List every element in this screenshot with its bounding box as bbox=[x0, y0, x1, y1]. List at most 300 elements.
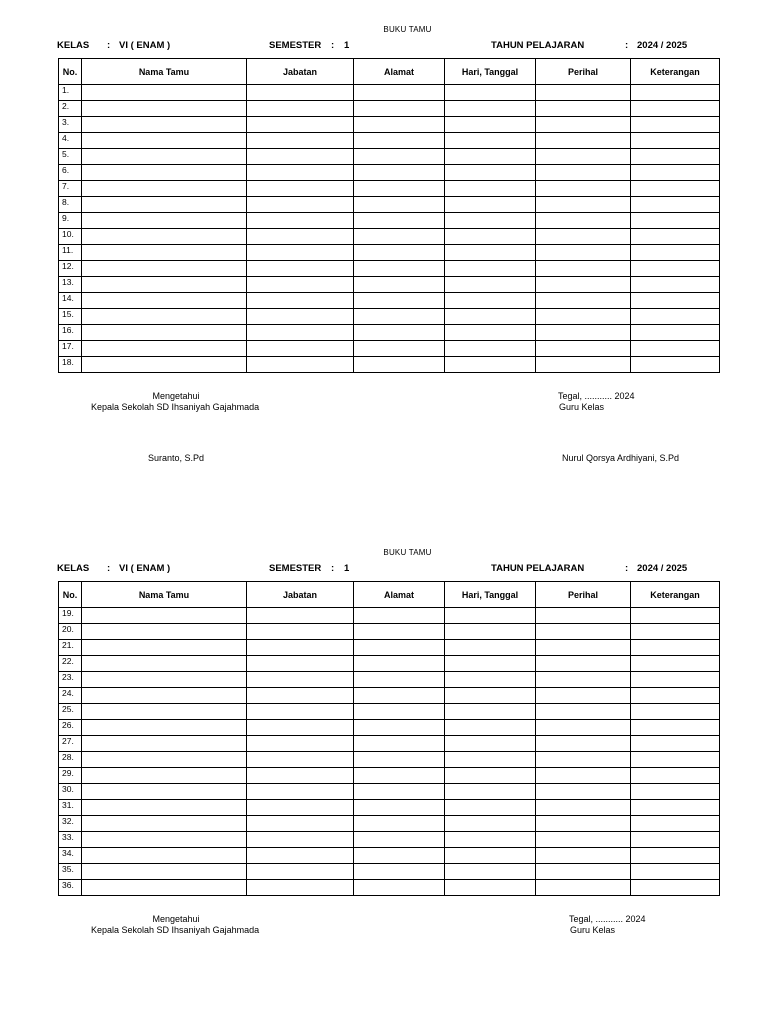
nama-tamu-cell[interactable] bbox=[82, 752, 247, 768]
alamat-cell[interactable] bbox=[354, 117, 445, 133]
table-row bbox=[59, 656, 720, 672]
keterangan-cell[interactable] bbox=[631, 117, 720, 133]
row-number: 12. bbox=[59, 261, 82, 277]
alamat-cell[interactable] bbox=[354, 736, 445, 752]
hari-tanggal-cell[interactable] bbox=[445, 640, 536, 656]
nama-tamu-cell[interactable] bbox=[82, 229, 247, 245]
nama-tamu-cell[interactable] bbox=[82, 832, 247, 848]
hari-tanggal-cell[interactable] bbox=[445, 85, 536, 101]
hari-tanggal-cell[interactable] bbox=[445, 784, 536, 800]
row-number: 3. bbox=[59, 117, 82, 133]
nama-tamu-cell[interactable] bbox=[82, 325, 247, 341]
column-header-alamat: Alamat bbox=[354, 582, 445, 608]
jabatan-cell[interactable] bbox=[247, 325, 354, 341]
keterangan-cell[interactable] bbox=[631, 624, 720, 640]
jabatan-cell[interactable] bbox=[247, 640, 354, 656]
perihal-cell[interactable] bbox=[536, 325, 631, 341]
perihal-cell[interactable] bbox=[536, 309, 631, 325]
hari-tanggal-cell[interactable] bbox=[445, 624, 536, 640]
nama-tamu-cell[interactable] bbox=[82, 133, 247, 149]
semester-value: 1 bbox=[344, 40, 350, 51]
table-row bbox=[59, 261, 720, 277]
jabatan-cell[interactable] bbox=[247, 800, 354, 816]
column-header-nama-tamu: Nama Tamu bbox=[82, 582, 247, 608]
alamat-cell[interactable] bbox=[354, 672, 445, 688]
table-row bbox=[59, 341, 720, 357]
table-row bbox=[59, 181, 720, 197]
row-number: 15. bbox=[59, 309, 82, 325]
perihal-cell[interactable] bbox=[536, 720, 631, 736]
nama-tamu-cell[interactable] bbox=[82, 800, 247, 816]
table-row bbox=[59, 640, 720, 656]
perihal-cell[interactable] bbox=[536, 357, 631, 373]
perihal-cell[interactable] bbox=[536, 624, 631, 640]
jabatan-cell[interactable] bbox=[247, 832, 354, 848]
alamat-cell[interactable] bbox=[354, 768, 445, 784]
hari-tanggal-cell[interactable] bbox=[445, 309, 536, 325]
column-header-jabatan: Jabatan bbox=[247, 582, 354, 608]
row-number: 32. bbox=[59, 816, 82, 832]
perihal-cell[interactable] bbox=[536, 816, 631, 832]
keterangan-cell[interactable] bbox=[631, 213, 720, 229]
kelas-value: VI ( ENAM ) bbox=[119, 563, 171, 574]
row-number: 29. bbox=[59, 768, 82, 784]
alamat-cell[interactable] bbox=[354, 181, 445, 197]
keterangan-cell[interactable] bbox=[631, 688, 720, 704]
jabatan-cell[interactable] bbox=[247, 165, 354, 181]
nama-tamu-cell[interactable] bbox=[82, 117, 247, 133]
perihal-cell[interactable] bbox=[536, 864, 631, 880]
jabatan-cell[interactable] bbox=[247, 357, 354, 373]
table-row bbox=[59, 816, 720, 832]
perihal-cell[interactable] bbox=[536, 880, 631, 896]
hari-tanggal-cell[interactable] bbox=[445, 133, 536, 149]
tahun-value: 2024 / 2025 bbox=[637, 40, 688, 51]
table-row bbox=[59, 800, 720, 816]
semester-label: SEMESTER bbox=[269, 40, 322, 51]
column-header-perihal: Perihal bbox=[536, 582, 631, 608]
jabatan-cell[interactable] bbox=[247, 149, 354, 165]
perihal-cell[interactable] bbox=[536, 213, 631, 229]
jabatan-cell[interactable] bbox=[247, 85, 354, 101]
perihal-cell[interactable] bbox=[536, 736, 631, 752]
keterangan-cell[interactable] bbox=[631, 85, 720, 101]
nama-tamu-cell[interactable] bbox=[82, 101, 247, 117]
keterangan-cell[interactable] bbox=[631, 133, 720, 149]
headmaster-name: Suranto, S.Pd bbox=[148, 453, 205, 463]
alamat-cell[interactable] bbox=[354, 85, 445, 101]
alamat-cell[interactable] bbox=[354, 608, 445, 624]
table-row bbox=[59, 864, 720, 880]
perihal-cell[interactable] bbox=[536, 848, 631, 864]
perihal-cell[interactable] bbox=[536, 656, 631, 672]
keterangan-cell[interactable] bbox=[631, 277, 720, 293]
hari-tanggal-cell[interactable] bbox=[445, 704, 536, 720]
table-row bbox=[59, 768, 720, 784]
column-header-keterangan: Keterangan bbox=[631, 582, 720, 608]
perihal-cell[interactable] bbox=[536, 85, 631, 101]
hari-tanggal-cell[interactable] bbox=[445, 149, 536, 165]
jabatan-cell[interactable] bbox=[247, 181, 354, 197]
row-number: 35. bbox=[59, 864, 82, 880]
perihal-cell[interactable] bbox=[536, 245, 631, 261]
alamat-cell[interactable] bbox=[354, 213, 445, 229]
hari-tanggal-cell[interactable] bbox=[445, 261, 536, 277]
keterangan-cell[interactable] bbox=[631, 640, 720, 656]
hari-tanggal-cell[interactable] bbox=[445, 608, 536, 624]
place-date: Tegal, ........... 2024 bbox=[558, 391, 635, 401]
alamat-cell[interactable] bbox=[354, 133, 445, 149]
nama-tamu-cell[interactable] bbox=[82, 149, 247, 165]
alamat-cell[interactable] bbox=[354, 229, 445, 245]
guestbook-table bbox=[58, 58, 720, 373]
table-row bbox=[59, 165, 720, 181]
column-header-no: No. bbox=[59, 59, 82, 85]
alamat-cell[interactable] bbox=[354, 704, 445, 720]
hari-tanggal-cell[interactable] bbox=[445, 688, 536, 704]
alamat-cell[interactable] bbox=[354, 309, 445, 325]
row-number: 16. bbox=[59, 325, 82, 341]
jabatan-cell[interactable] bbox=[247, 117, 354, 133]
nama-tamu-cell[interactable] bbox=[82, 656, 247, 672]
column-header-nama-tamu: Nama Tamu bbox=[82, 59, 247, 85]
perihal-cell[interactable] bbox=[536, 165, 631, 181]
jabatan-cell[interactable] bbox=[247, 784, 354, 800]
jabatan-cell[interactable] bbox=[247, 101, 354, 117]
hari-tanggal-cell[interactable] bbox=[445, 768, 536, 784]
row-number: 25. bbox=[59, 704, 82, 720]
alamat-cell[interactable] bbox=[354, 101, 445, 117]
keterangan-cell[interactable] bbox=[631, 101, 720, 117]
jabatan-cell[interactable] bbox=[247, 624, 354, 640]
place-date: Tegal, ........... 2024 bbox=[569, 914, 646, 924]
alamat-cell[interactable] bbox=[354, 864, 445, 880]
hari-tanggal-cell[interactable] bbox=[445, 864, 536, 880]
keterangan-cell[interactable] bbox=[631, 704, 720, 720]
jabatan-cell[interactable] bbox=[247, 133, 354, 149]
nama-tamu-cell[interactable] bbox=[82, 165, 247, 181]
table-row bbox=[59, 309, 720, 325]
hari-tanggal-cell[interactable] bbox=[445, 229, 536, 245]
hari-tanggal-cell[interactable] bbox=[445, 357, 536, 373]
jabatan-cell[interactable] bbox=[247, 768, 354, 784]
alamat-cell[interactable] bbox=[354, 720, 445, 736]
nama-tamu-cell[interactable] bbox=[82, 672, 247, 688]
jabatan-cell[interactable] bbox=[247, 848, 354, 864]
table-row bbox=[59, 880, 720, 896]
perihal-cell[interactable] bbox=[536, 341, 631, 357]
hari-tanggal-cell[interactable] bbox=[445, 832, 536, 848]
tahun-colon: : bbox=[625, 40, 629, 51]
table-row bbox=[59, 357, 720, 373]
alamat-cell[interactable] bbox=[354, 357, 445, 373]
row-number: 13. bbox=[59, 277, 82, 293]
jabatan-cell[interactable] bbox=[247, 688, 354, 704]
alamat-cell[interactable] bbox=[354, 816, 445, 832]
table-row bbox=[59, 688, 720, 704]
keterangan-cell[interactable] bbox=[631, 672, 720, 688]
document-title: BUKU TAMU bbox=[383, 25, 432, 34]
keterangan-cell[interactable] bbox=[631, 149, 720, 165]
hari-tanggal-cell[interactable] bbox=[445, 736, 536, 752]
alamat-cell[interactable] bbox=[354, 197, 445, 213]
perihal-cell[interactable] bbox=[536, 229, 631, 245]
table-row bbox=[59, 133, 720, 149]
jabatan-cell[interactable] bbox=[247, 720, 354, 736]
perihal-cell[interactable] bbox=[536, 117, 631, 133]
keterangan-cell[interactable] bbox=[631, 848, 720, 864]
keterangan-cell[interactable] bbox=[631, 800, 720, 816]
hari-tanggal-cell[interactable] bbox=[445, 197, 536, 213]
table-row bbox=[59, 848, 720, 864]
row-number: 11. bbox=[59, 245, 82, 261]
perihal-cell[interactable] bbox=[536, 133, 631, 149]
keterangan-cell[interactable] bbox=[631, 656, 720, 672]
nama-tamu-cell[interactable] bbox=[82, 848, 247, 864]
jabatan-cell[interactable] bbox=[247, 752, 354, 768]
row-number: 2. bbox=[59, 101, 82, 117]
perihal-cell[interactable] bbox=[536, 293, 631, 309]
jabatan-cell[interactable] bbox=[247, 213, 354, 229]
keterangan-cell[interactable] bbox=[631, 229, 720, 245]
alamat-cell[interactable] bbox=[354, 341, 445, 357]
keterangan-cell[interactable] bbox=[631, 752, 720, 768]
keterangan-cell[interactable] bbox=[631, 197, 720, 213]
jabatan-cell[interactable] bbox=[247, 736, 354, 752]
alamat-cell[interactable] bbox=[354, 624, 445, 640]
kelas-label: KELAS bbox=[57, 40, 90, 51]
tahun-value: 2024 / 2025 bbox=[637, 563, 688, 574]
alamat-cell[interactable] bbox=[354, 165, 445, 181]
column-header-jabatan: Jabatan bbox=[247, 59, 354, 85]
alamat-cell[interactable] bbox=[354, 277, 445, 293]
keterangan-cell[interactable] bbox=[631, 245, 720, 261]
tahun-colon: : bbox=[625, 563, 629, 574]
jabatan-cell[interactable] bbox=[247, 816, 354, 832]
nama-tamu-cell[interactable] bbox=[82, 608, 247, 624]
mengetahui-label: Mengetahui bbox=[152, 391, 200, 401]
perihal-cell[interactable] bbox=[536, 181, 631, 197]
keterangan-cell[interactable] bbox=[631, 816, 720, 832]
alamat-cell[interactable] bbox=[354, 832, 445, 848]
table-row bbox=[59, 608, 720, 624]
hari-tanggal-cell[interactable] bbox=[445, 325, 536, 341]
nama-tamu-cell[interactable] bbox=[82, 309, 247, 325]
row-number: 33. bbox=[59, 832, 82, 848]
nama-tamu-cell[interactable] bbox=[82, 688, 247, 704]
jabatan-cell[interactable] bbox=[247, 277, 354, 293]
nama-tamu-cell[interactable] bbox=[82, 880, 247, 896]
table-row bbox=[59, 85, 720, 101]
table-row bbox=[59, 197, 720, 213]
hari-tanggal-cell[interactable] bbox=[445, 117, 536, 133]
jabatan-cell[interactable] bbox=[247, 864, 354, 880]
perihal-cell[interactable] bbox=[536, 832, 631, 848]
hari-tanggal-cell[interactable] bbox=[445, 816, 536, 832]
alamat-cell[interactable] bbox=[354, 784, 445, 800]
keterangan-cell[interactable] bbox=[631, 784, 720, 800]
jabatan-cell[interactable] bbox=[247, 245, 354, 261]
hari-tanggal-cell[interactable] bbox=[445, 848, 536, 864]
jabatan-cell[interactable] bbox=[247, 704, 354, 720]
alamat-cell[interactable] bbox=[354, 245, 445, 261]
keterangan-cell[interactable] bbox=[631, 720, 720, 736]
jabatan-cell[interactable] bbox=[247, 880, 354, 896]
perihal-cell[interactable] bbox=[536, 101, 631, 117]
keterangan-cell[interactable] bbox=[631, 357, 720, 373]
table-row bbox=[59, 720, 720, 736]
jabatan-cell[interactable] bbox=[247, 293, 354, 309]
guestbook-table bbox=[58, 581, 720, 896]
hari-tanggal-cell[interactable] bbox=[445, 293, 536, 309]
perihal-cell[interactable] bbox=[536, 672, 631, 688]
row-number: 27. bbox=[59, 736, 82, 752]
column-header-perihal: Perihal bbox=[536, 59, 631, 85]
row-number: 26. bbox=[59, 720, 82, 736]
perihal-cell[interactable] bbox=[536, 149, 631, 165]
keterangan-cell[interactable] bbox=[631, 325, 720, 341]
row-number: 7. bbox=[59, 181, 82, 197]
alamat-cell[interactable] bbox=[354, 640, 445, 656]
row-number: 9. bbox=[59, 213, 82, 229]
alamat-cell[interactable] bbox=[354, 293, 445, 309]
keterangan-cell[interactable] bbox=[631, 341, 720, 357]
hari-tanggal-cell[interactable] bbox=[445, 720, 536, 736]
alamat-cell[interactable] bbox=[354, 325, 445, 341]
row-number: 8. bbox=[59, 197, 82, 213]
column-header-alamat: Alamat bbox=[354, 59, 445, 85]
perihal-cell[interactable] bbox=[536, 640, 631, 656]
table-row bbox=[59, 293, 720, 309]
hari-tanggal-cell[interactable] bbox=[445, 277, 536, 293]
nama-tamu-cell[interactable] bbox=[82, 85, 247, 101]
row-number: 20. bbox=[59, 624, 82, 640]
column-header-no: No. bbox=[59, 582, 82, 608]
keterangan-cell[interactable] bbox=[631, 181, 720, 197]
keterangan-cell[interactable] bbox=[631, 880, 720, 896]
keterangan-cell[interactable] bbox=[631, 608, 720, 624]
headmaster-title: Kepala Sekolah SD Ihsaniyah Gajahmada bbox=[91, 925, 260, 935]
nama-tamu-cell[interactable] bbox=[82, 213, 247, 229]
keterangan-cell[interactable] bbox=[631, 293, 720, 309]
row-number: 21. bbox=[59, 640, 82, 656]
nama-tamu-cell[interactable] bbox=[82, 720, 247, 736]
headmaster-title: Kepala Sekolah SD Ihsaniyah Gajahmada bbox=[91, 402, 260, 412]
hari-tanggal-cell[interactable] bbox=[445, 656, 536, 672]
table-body bbox=[59, 608, 720, 896]
row-number: 24. bbox=[59, 688, 82, 704]
hari-tanggal-cell[interactable] bbox=[445, 341, 536, 357]
hari-tanggal-cell[interactable] bbox=[445, 245, 536, 261]
nama-tamu-cell[interactable] bbox=[82, 293, 247, 309]
hari-tanggal-cell[interactable] bbox=[445, 101, 536, 117]
hari-tanggal-cell[interactable] bbox=[445, 213, 536, 229]
hari-tanggal-cell[interactable] bbox=[445, 181, 536, 197]
nama-tamu-cell[interactable] bbox=[82, 736, 247, 752]
perihal-cell[interactable] bbox=[536, 752, 631, 768]
column-header-hari-tanggal: Hari, Tanggal bbox=[445, 582, 536, 608]
alamat-cell[interactable] bbox=[354, 880, 445, 896]
keterangan-cell[interactable] bbox=[631, 832, 720, 848]
keterangan-cell[interactable] bbox=[631, 864, 720, 880]
hari-tanggal-cell[interactable] bbox=[445, 880, 536, 896]
alamat-cell[interactable] bbox=[354, 149, 445, 165]
perihal-cell[interactable] bbox=[536, 197, 631, 213]
keterangan-cell[interactable] bbox=[631, 768, 720, 784]
column-header-keterangan: Keterangan bbox=[631, 59, 720, 85]
hari-tanggal-cell[interactable] bbox=[445, 752, 536, 768]
hari-tanggal-cell[interactable] bbox=[445, 800, 536, 816]
alamat-cell[interactable] bbox=[354, 656, 445, 672]
nama-tamu-cell[interactable] bbox=[82, 864, 247, 880]
jabatan-cell[interactable] bbox=[247, 229, 354, 245]
row-number: 17. bbox=[59, 341, 82, 357]
alamat-cell[interactable] bbox=[354, 800, 445, 816]
table-header-row bbox=[59, 582, 720, 608]
table-row bbox=[59, 277, 720, 293]
semester-label: SEMESTER bbox=[269, 563, 322, 574]
nama-tamu-cell[interactable] bbox=[82, 784, 247, 800]
alamat-cell[interactable] bbox=[354, 688, 445, 704]
hari-tanggal-cell[interactable] bbox=[445, 165, 536, 181]
jabatan-cell[interactable] bbox=[247, 608, 354, 624]
keterangan-cell[interactable] bbox=[631, 261, 720, 277]
nama-tamu-cell[interactable] bbox=[82, 704, 247, 720]
keterangan-cell[interactable] bbox=[631, 165, 720, 181]
perihal-cell[interactable] bbox=[536, 688, 631, 704]
nama-tamu-cell[interactable] bbox=[82, 768, 247, 784]
nama-tamu-cell[interactable] bbox=[82, 277, 247, 293]
table-body bbox=[59, 85, 720, 373]
perihal-cell[interactable] bbox=[536, 800, 631, 816]
jabatan-cell[interactable] bbox=[247, 197, 354, 213]
hari-tanggal-cell[interactable] bbox=[445, 672, 536, 688]
nama-tamu-cell[interactable] bbox=[82, 181, 247, 197]
alamat-cell[interactable] bbox=[354, 848, 445, 864]
perihal-cell[interactable] bbox=[536, 704, 631, 720]
row-number: 18. bbox=[59, 357, 82, 373]
alamat-cell[interactable] bbox=[354, 261, 445, 277]
alamat-cell[interactable] bbox=[354, 752, 445, 768]
perihal-cell[interactable] bbox=[536, 261, 631, 277]
nama-tamu-cell[interactable] bbox=[82, 197, 247, 213]
row-number: 31. bbox=[59, 800, 82, 816]
kelas-value: VI ( ENAM ) bbox=[119, 40, 171, 51]
nama-tamu-cell[interactable] bbox=[82, 816, 247, 832]
keterangan-cell[interactable] bbox=[631, 736, 720, 752]
nama-tamu-cell[interactable] bbox=[82, 341, 247, 357]
teacher-title: Guru Kelas bbox=[559, 402, 605, 412]
nama-tamu-cell[interactable] bbox=[82, 357, 247, 373]
jabatan-cell[interactable] bbox=[247, 656, 354, 672]
row-number: 28. bbox=[59, 752, 82, 768]
keterangan-cell[interactable] bbox=[631, 309, 720, 325]
jabatan-cell[interactable] bbox=[247, 309, 354, 325]
perihal-cell[interactable] bbox=[536, 768, 631, 784]
table-row bbox=[59, 117, 720, 133]
jabatan-cell[interactable] bbox=[247, 341, 354, 357]
kelas-label: KELAS bbox=[57, 563, 90, 574]
perihal-cell[interactable] bbox=[536, 784, 631, 800]
nama-tamu-cell[interactable] bbox=[82, 640, 247, 656]
jabatan-cell[interactable] bbox=[247, 672, 354, 688]
nama-tamu-cell[interactable] bbox=[82, 624, 247, 640]
nama-tamu-cell[interactable] bbox=[82, 245, 247, 261]
nama-tamu-cell[interactable] bbox=[82, 261, 247, 277]
perihal-cell[interactable] bbox=[536, 608, 631, 624]
jabatan-cell[interactable] bbox=[247, 261, 354, 277]
perihal-cell[interactable] bbox=[536, 277, 631, 293]
